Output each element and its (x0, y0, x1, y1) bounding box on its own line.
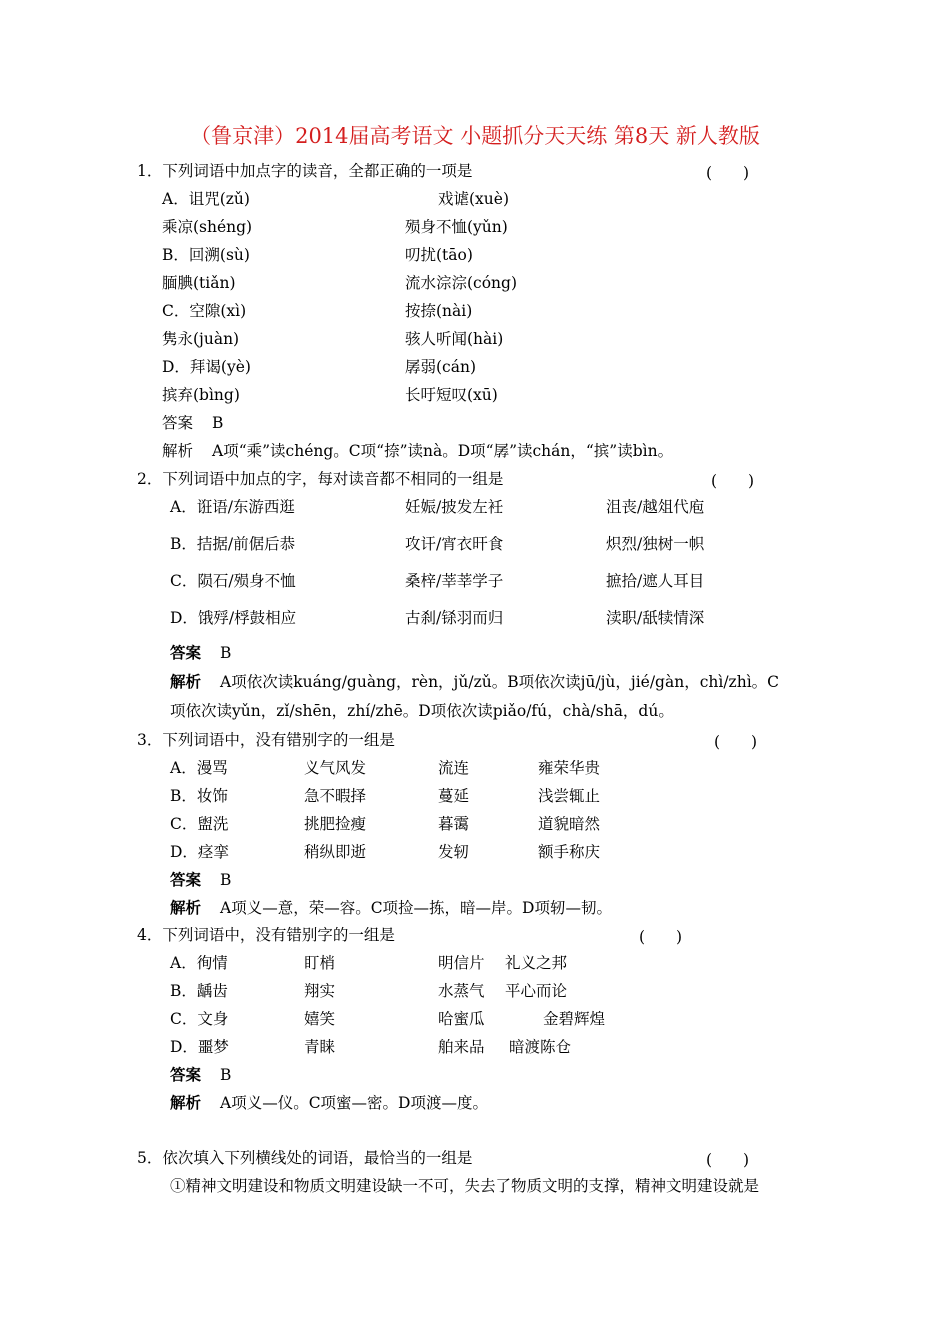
q2-option-c-3: 摭拾/遮人耳目 (606, 572, 705, 590)
q4-option-c-4: 金碧辉煌 (543, 1010, 606, 1028)
q2-option-a-1: A．诳语/东游西逛 (170, 498, 295, 516)
q1-option-a-1: A．诅咒(zǔ) (162, 190, 250, 208)
q4-option-a-2: 盯梢 (304, 954, 336, 972)
q2-option-b-1: B．拮据/前倨后恭 (170, 535, 296, 553)
q3-option-a-2: 义气风发 (304, 759, 367, 777)
q3-analysis-label: 解析 (170, 898, 202, 917)
q4-answer-label: 答案 (170, 1065, 202, 1084)
question-5-answer-blank: ( ) (706, 1151, 750, 1169)
question-1-answer-blank: ( ) (706, 164, 750, 182)
q2-analysis-line-1: A项依次读kuáng/guàng，rèn，jǔ/zǔ。B项依次读jū/jù，jié/gàn，chì/zhì。C (220, 673, 780, 691)
q4-option-b-4: 平心而论 (505, 982, 568, 1000)
q1-answer-label: 答案 (162, 414, 194, 432)
q1-option-d-4: 长吁短叹(xū) (405, 386, 498, 404)
q3-option-c-2: 挑肥捡瘦 (304, 815, 367, 833)
q1-answer: B (212, 414, 224, 432)
q2-option-b-3: 炽烈/独树一帜 (606, 535, 705, 553)
question-2-stem: 2．下列词语中加点的字，每对读音都不相同的一组是 (137, 470, 504, 488)
q1-option-b-2: 叨扰(tāo) (405, 246, 473, 264)
q2-option-c-1: C．陨石/殒身不恤 (170, 572, 296, 590)
q1-analysis: A项“乘”读chéng。C项“捺”读nà。D项“孱”读chán，“摈”读bìn。 (212, 442, 674, 460)
q3-option-c-4: 道貌暗然 (538, 815, 601, 833)
q1-option-d-1: D．拜谒(yè) (162, 358, 251, 376)
question-3-answer-blank: ( ) (714, 733, 758, 751)
q5-passage-line-1: ①精神文明建设和物质文明建设缺一不可，失去了物质文明的支撑，精神文明建设就是 (170, 1177, 760, 1195)
q2-analysis-label: 解析 (170, 672, 202, 691)
q3-analysis: A项义—意，荣—容。C项捡—拣，暗—岸。D项轫—韧。 (220, 899, 612, 917)
q3-option-c-3: 暮霭 (438, 815, 470, 833)
page-title: （鲁京津）2014届高考语文 小题抓分天天练 第8天 新人教版 (190, 124, 760, 148)
q4-option-b-1: B．龋齿 (170, 982, 228, 1000)
q3-answer-label: 答案 (170, 870, 202, 889)
q4-option-b-2: 翔实 (304, 982, 336, 1000)
q2-answer-label: 答案 (170, 643, 202, 662)
q1-option-a-2: 戏谑(xuè) (438, 190, 509, 208)
q3-option-d-3: 发轫 (438, 843, 470, 861)
q1-option-b-3: 腼腆(tiǎn) (162, 274, 236, 292)
q3-option-b-4: 浅尝辄止 (538, 787, 601, 805)
q1-option-c-2: 按捺(nài) (405, 302, 473, 320)
q3-option-d-2: 稍纵即逝 (304, 843, 367, 861)
q3-option-b-3: 蔓延 (438, 787, 470, 805)
q2-option-d-3: 渎职/舐犊情深 (606, 609, 705, 627)
q1-option-b-4: 流水淙淙(cóng) (405, 274, 518, 292)
q3-option-a-3: 流连 (438, 759, 470, 777)
question-2-answer-blank: ( ) (711, 472, 755, 490)
question-4-answer-blank: ( ) (639, 928, 683, 946)
q2-option-b-2: 攻讦/宵衣旰食 (405, 535, 504, 553)
q4-answer: B (220, 1066, 232, 1084)
q4-option-d-4: 暗渡陈仓 (509, 1038, 572, 1056)
q2-option-c-2: 桑梓/莘莘学子 (405, 572, 504, 590)
q2-answer: B (220, 644, 232, 662)
q1-option-b-1: B．回溯(sù) (162, 246, 250, 264)
question-4-stem: 4．下列词语中，没有错别字的一组是 (137, 926, 395, 944)
q2-option-a-2: 妊娠/披发左衽 (405, 498, 504, 516)
q2-option-d-2: 古刹/铩羽而归 (405, 609, 504, 627)
q4-option-c-1: C．文身 (170, 1010, 229, 1028)
q4-option-b-3: 水蒸气 (438, 982, 485, 1000)
q3-option-a-4: 雍荣华贵 (538, 759, 601, 777)
q4-option-a-1: A．徇情 (170, 954, 228, 972)
question-3-stem: 3．下列词语中，没有错别字的一组是 (137, 731, 395, 749)
q1-option-d-2: 孱弱(cán) (405, 358, 476, 376)
q4-option-a-4: 礼义之邦 (505, 954, 568, 972)
q4-option-d-3: 舶来品 (438, 1038, 485, 1056)
q3-option-d-1: D．痉挛 (170, 843, 229, 861)
q4-option-a-3: 明信片 (438, 954, 485, 972)
q1-option-a-3: 乘凉(shéng) (162, 218, 253, 236)
q3-option-a-1: A．漫骂 (170, 759, 228, 777)
q3-option-c-1: C．盥洗 (170, 815, 229, 833)
q4-option-c-3: 哈蜜瓜 (438, 1010, 485, 1028)
question-5-stem: 5．依次填入下列横线处的词语，最恰当的一组是 (137, 1149, 473, 1167)
q4-option-d-1: D．噩梦 (170, 1038, 229, 1056)
q3-option-b-1: B．妆饰 (170, 787, 228, 805)
q4-analysis: A项义—仪。C项蜜—密。D项渡—度。 (220, 1094, 488, 1112)
q1-option-d-3: 摈弃(bìng) (162, 386, 240, 404)
q2-option-a-3: 沮丧/越俎代庖 (606, 498, 705, 516)
q4-option-c-2: 嬉笑 (304, 1010, 336, 1028)
q4-option-d-2: 青睐 (304, 1038, 336, 1056)
q4-analysis-label: 解析 (170, 1093, 202, 1112)
q1-option-a-4: 殒身不恤(yǔn) (405, 218, 508, 236)
q2-analysis-line-2: 项依次读yǔn，zǐ/shēn，zhí/zhē。D项依次读piǎo/fú，chà/shā，dú。 (170, 702, 674, 720)
q1-option-c-1: C．空隙(xì) (162, 302, 247, 320)
q1-analysis-label: 解析 (162, 442, 194, 460)
q1-option-c-4: 骇人听闻(hài) (405, 330, 504, 348)
q3-option-d-4: 额手称庆 (538, 843, 601, 861)
q1-option-c-3: 隽永(juàn) (162, 330, 240, 348)
q3-option-b-2: 急不暇择 (304, 787, 367, 805)
question-1-stem: 1．下列词语中加点字的读音，全都正确的一项是 (137, 162, 473, 180)
q3-answer: B (220, 871, 232, 889)
q2-option-d-1: D．饿殍/桴鼓相应 (170, 609, 297, 627)
